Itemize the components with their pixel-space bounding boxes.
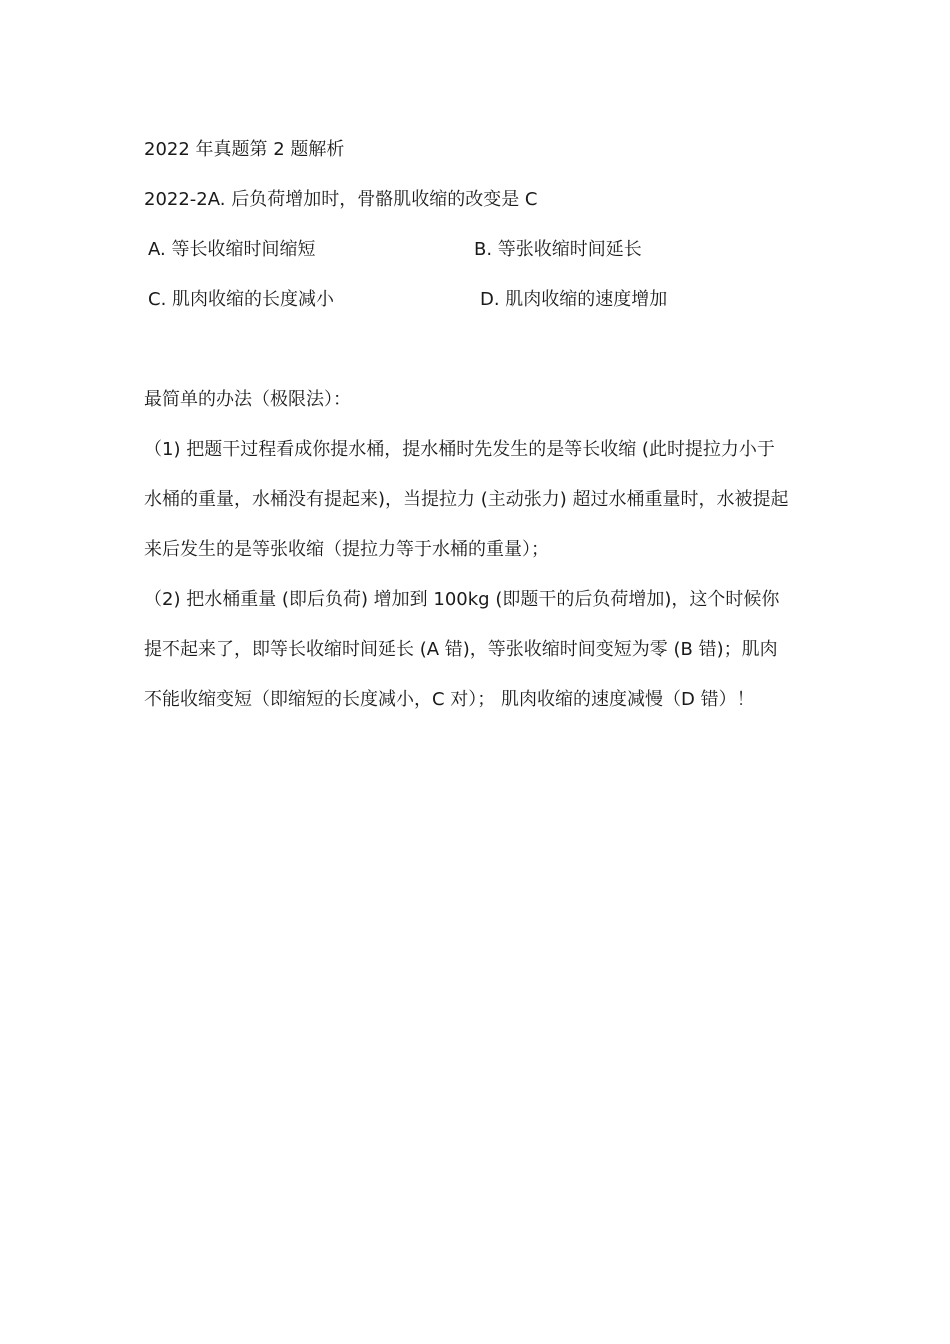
option-b: B. 等张收缩时间延长 bbox=[474, 239, 642, 260]
explanation-line: 来后发生的是等张收缩（提拉力等于水桶的重量）； bbox=[144, 539, 549, 560]
explanation-line: （1) 把题干过程看成你提水桶，提水桶时先发生的是等长收缩 (此时提拉力小于 bbox=[144, 439, 775, 460]
document-title: 2022 年真题第 2 题解析 bbox=[144, 139, 345, 160]
method-heading: 最简单的办法（极限法）： bbox=[144, 389, 351, 410]
explanation-line: 不能收缩变短（即缩短的长度减小，C 对）； 肌肉收缩的速度减慢（D 错）！ bbox=[144, 689, 755, 710]
option-a: A. 等长收缩时间缩短 bbox=[148, 239, 316, 260]
option-d: D. 肌肉收缩的速度增加 bbox=[480, 289, 668, 310]
explanation-line: （2) 把水桶重量 (即后负荷) 增加到 100kg (即题干的后负荷增加)，这个时候你 bbox=[144, 589, 780, 610]
explanation-line: 提不起来了，即等长收缩时间延长 (A 错)，等张收缩时间变短为零 (B 错)；肌肉 bbox=[144, 639, 778, 660]
explanation-line: 水桶的重量，水桶没有提起来)，当提拉力 (主动张力) 超过水桶重量时，水被提起 bbox=[144, 489, 789, 510]
question-text: 2022-2A. 后负荷增加时，骨骼肌收缩的改变是 C bbox=[144, 189, 538, 210]
option-c: C. 肌肉收缩的长度减小 bbox=[148, 289, 335, 310]
